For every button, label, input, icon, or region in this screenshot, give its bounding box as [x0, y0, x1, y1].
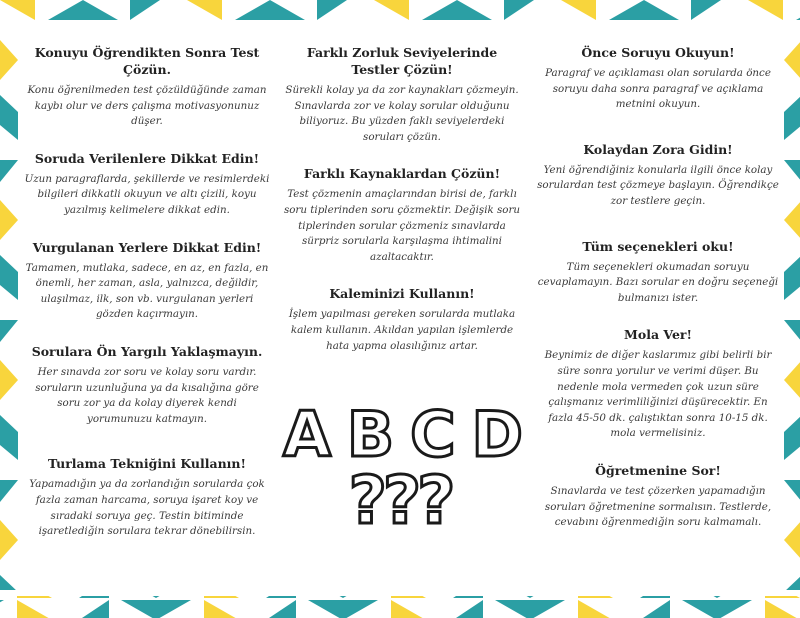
tip-section	[24, 455, 270, 539]
tip-title: Tüm seçenekleri oku!	[582, 238, 734, 254]
column-right	[536, 44, 780, 551]
letter-c: C	[410, 398, 456, 471]
tip-body: Tüm seçenekleri okumadan soruyu cevaplamayın. Bazı sorular en doğru seçeneği bulmanızı ister.	[537, 260, 779, 304]
tip-title: Kolaydan Zora Gidin!	[583, 141, 733, 157]
tip-body: Tamamen, mutlaka, sadece, en az, en fazla, en önemli, her zaman, asla, yalnızca, değildir, ulaşılmaz, ilk, son vb. vurgulanan yerleri gözden kaçırmayın.	[25, 261, 269, 321]
tip-body: Konu öğrenilmeden test çözüldüğünde zaman kaybı olur ve ders çalışma motivasyonunuz düşer.	[27, 84, 267, 128]
tip-section	[282, 44, 522, 145]
tip-title: Farklı Zorluk Seviyelerinde Testler Çözün!	[306, 45, 498, 77]
tip-title: Konuyu Öğrendikten Sonra Test Çözün.	[34, 45, 260, 77]
tip-body: Paragraf ve açıklaması olan sorularda önce soruyu daha sonra paragraf ve açıklama metnini okuyun.	[545, 67, 771, 111]
tip-section	[536, 462, 780, 531]
tip-section	[536, 141, 780, 210]
letter-a: A	[283, 398, 331, 471]
tip-body: Beynimiz de diğer kaslarımız gibi belirli bir süre sonra yorulur ve verimi düşer. Bu nedenle mola vermeden çok uzun süre çalışmanız verimliliğinizi düşürecektir. En fazla 45-50 dk. çalıştıktan sonra 10-15 dk. mola vermelisiniz.	[544, 349, 772, 440]
tip-section	[536, 326, 780, 442]
abcd-graphic	[283, 398, 523, 471]
column-left	[24, 44, 270, 560]
tip-title: Önce Soruyu Okuyun!	[581, 45, 735, 60]
tip-title: Turlama Tekniğini Kullanın!	[47, 456, 247, 472]
tip-title: Mola Ver!	[624, 327, 692, 343]
tip-body: Test çözmenin amaçlarından birisi de, farklı soru tiplerinden soru çözmektir. Değişik soru tiplerinden sorular çözmeniz sınavlarda sürpriz sorularla karşılaşma ihtimalini azaltacaktır.	[283, 188, 521, 263]
tip-body: Sınavlarda ve test çözerken yapamadığın soruları öğretmenine sormalısın. Testlerde, cevabını öğrenmediğin soru kalmamalı.	[544, 484, 772, 529]
tip-section	[282, 285, 522, 354]
tip-body: Uzun paragraflarda, şekillerde ve resimlerdeki bilgileri dikkatli okuyun ve altı çizili, koyu yazılmış kelimelere dikkat edin.	[24, 172, 270, 216]
tip-title: Soruda Verilenlere Dikkat Edin!	[34, 150, 260, 166]
tip-section	[24, 44, 270, 130]
tip-section	[536, 44, 780, 113]
tip-body: Yeni öğrendiğiniz konularla ilgili önce kolay sorulardan test çözmeye başlayın. Öğrendikçe zor testlere geçin.	[537, 163, 779, 207]
column-middle	[282, 44, 522, 374]
question-marks-graphic: ???	[348, 462, 452, 539]
tip-title: Farklı Kaynaklardan Çözün!	[303, 166, 501, 182]
tip-title: Sorulara Ön Yargılı Yaklaşmayın.	[31, 343, 263, 359]
tip-section	[536, 238, 780, 307]
tip-title: Kaleminizi Kullanın!	[329, 286, 475, 302]
tip-section	[24, 239, 270, 323]
tip-title: Vurgulanan Yerlere Dikkat Edin!	[32, 239, 262, 255]
tip-body: Sürekli kolay ya da zor kaynakları çözmeyin. Sınavlarda zor ve kolay sorular olduğunu biliyoruz. Bu yüzden faklı seviyelerdeki soruları çözün.	[285, 84, 519, 143]
letter-d: D	[471, 398, 523, 471]
tip-body: Yapamadığın ya da zorlandığın sorularda çok fazla zaman harcama, soruya işaret koy ve sıradaki soruya geç. Testin bitiminde işaretlediğin sorulara tekrar dönebilirsin.	[29, 478, 265, 538]
tip-title: Öğretmenine Sor!	[595, 462, 721, 478]
tip-body: Her sınavda zor soru ve kolay soru vardır. soruların uzunluğuna ya da kısalığına göre soru zor ya da kolay diyerek kendi yorumunuzu katmayın.	[35, 365, 259, 425]
tip-section	[24, 150, 270, 219]
tip-section	[282, 165, 522, 265]
tip-body: İşlem yapılması gereken sorularda mutlaka kalem kullanın. Akıldan yapılan işlemlerde hata yapma olasılığınız artar.	[288, 308, 516, 352]
tip-section	[24, 343, 270, 427]
letter-b: B	[346, 398, 395, 471]
